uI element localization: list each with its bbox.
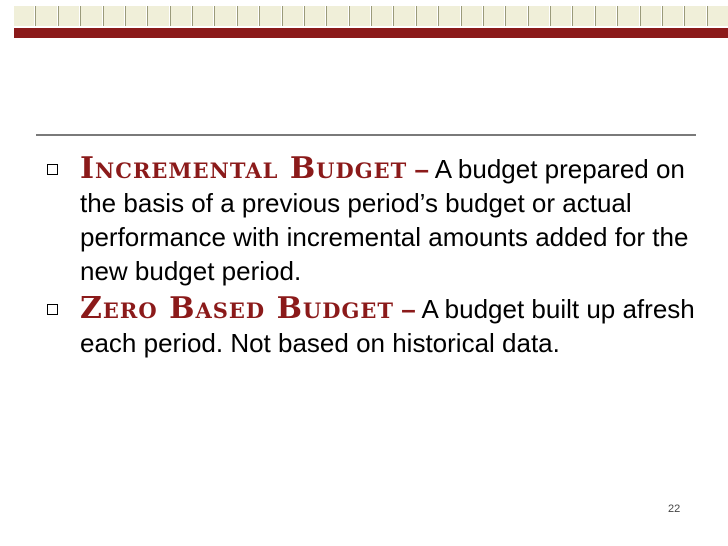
term-zero-based: Zero Based Budget bbox=[80, 291, 395, 326]
grid-cell bbox=[304, 6, 325, 26]
grid-cell bbox=[684, 6, 705, 26]
grid-cell bbox=[80, 6, 101, 26]
grid-cell bbox=[393, 6, 414, 26]
bullet-item-zero-based bbox=[36, 292, 696, 360]
title-divider bbox=[36, 134, 696, 136]
grid-cell bbox=[416, 6, 437, 26]
page-number: 22 bbox=[668, 503, 681, 515]
bullet-text bbox=[80, 152, 696, 288]
grid-cell bbox=[550, 6, 571, 26]
grid-cell bbox=[349, 6, 370, 26]
bullet-list bbox=[36, 152, 696, 360]
grid-cell bbox=[14, 6, 34, 26]
grid-cell bbox=[595, 6, 616, 26]
term-dash: – bbox=[401, 294, 416, 324]
grid-cell bbox=[505, 6, 526, 26]
header-grid bbox=[14, 6, 728, 26]
header-decoration bbox=[0, 0, 728, 40]
grid-cell bbox=[170, 6, 191, 26]
grid-cell bbox=[461, 6, 482, 26]
grid-cell bbox=[438, 6, 459, 26]
square-bullet-icon bbox=[47, 304, 58, 315]
grid-cell bbox=[528, 6, 549, 26]
term-incremental: Incremental Budget bbox=[80, 151, 408, 186]
grid-cell bbox=[326, 6, 347, 26]
grid-cell bbox=[371, 6, 392, 26]
grid-cell bbox=[147, 6, 168, 26]
grid-cell bbox=[58, 6, 79, 26]
definition-zero-based: A budget built up afresh each period. Not based on historical data. bbox=[80, 294, 695, 358]
grid-cell bbox=[282, 6, 303, 26]
grid-cell bbox=[640, 6, 661, 26]
term-dash: – bbox=[414, 154, 429, 184]
bullet-text bbox=[80, 292, 696, 360]
grid-cell bbox=[35, 6, 56, 26]
bullet-item-incremental bbox=[36, 152, 696, 288]
grid-cell bbox=[103, 6, 124, 26]
grid-cell bbox=[237, 6, 258, 26]
grid-cell bbox=[483, 6, 504, 26]
header-stripe bbox=[14, 28, 728, 38]
definition-incremental: A budget prepared on the basis of a previous period’s budget or actual performance with incremental amounts added for the new budget period. bbox=[80, 154, 689, 286]
grid-cell bbox=[662, 6, 683, 26]
square-bullet-icon bbox=[47, 164, 58, 175]
grid-cell bbox=[214, 6, 235, 26]
grid-cell bbox=[259, 6, 280, 26]
grid-cell bbox=[572, 6, 593, 26]
grid-cell bbox=[707, 6, 728, 26]
grid-cell bbox=[617, 6, 638, 26]
grid-cell bbox=[125, 6, 146, 26]
grid-cell bbox=[192, 6, 213, 26]
